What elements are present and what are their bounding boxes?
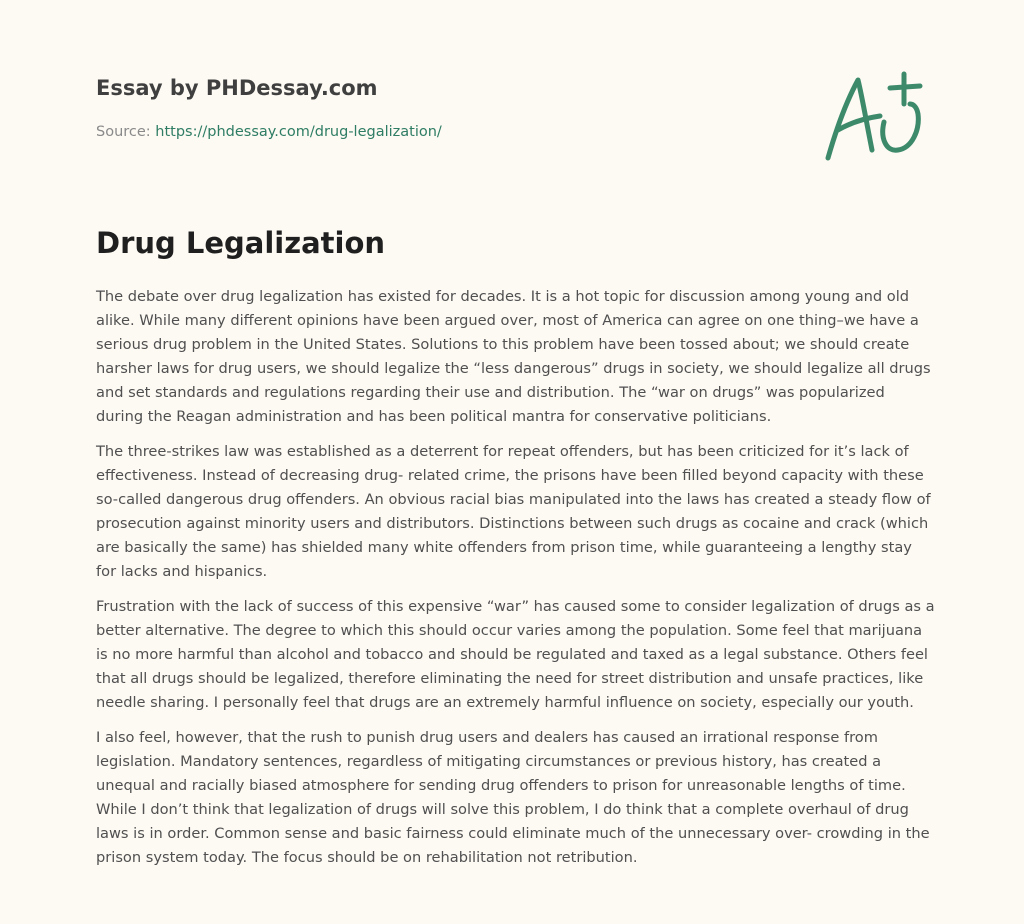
source-link[interactable]: https://phdessay.com/drug-legalization/ <box>155 124 442 140</box>
essay-title: Drug Legalization <box>96 226 386 260</box>
brand-title: Essay by PHDessay.com <box>96 76 378 100</box>
source-label: Source: <box>96 124 156 140</box>
a-plus-logo-icon <box>822 68 932 168</box>
paragraph-3: Frustration with the lack of success of this expensive “war” has caused some to consider legalization of drugs as a better alternative. The degree to which this should occur varies among the population. Some feel that marijuana is no more harmful than alcohol and tobacco and should be regulated and taxed as a legal substance. Others feel that all drugs should be legalized, therefore eliminating the need for street distribution and unsafe practices, like needle sharing. I personally feel that drugs are an extremely harmful influence on society, especially our youth. <box>96 598 935 711</box>
source-line <box>96 124 442 140</box>
paragraph-1: The debate over drug legalization has existed for decades. It is a hot topic for discussion among young and old alike. While many different opinions have been argued over, most of America can agree on one thing–we have a serious drug problem in the United States. Solutions to this problem have been tossed about; we should create harsher laws for drug users, we should legalize the “less dangerous” drugs in society, we should legalize all drugs and set standards and regulations regarding their use and distribution. The “war on drugs” was popularized during the Reagan administration and has been political mantra for conservative politicians. <box>96 288 931 425</box>
paragraph-2: The three-strikes law was established as a deterrent for repeat offenders, but has been criticized for it’s lack of effectiveness. Instead of decreasing drug- related crime, the prisons have been filled beyond capacity with these so-called dangerous drug offenders. An obvious racial bias manipulated into the laws has created a steady flow of prosecution against minority users and distributors. Distinctions between such drugs as cocaine and crack (which are basically the same) has shielded many white offenders from prison time, while guaranteeing a lengthy stay for lacks and hispanics. <box>96 443 931 580</box>
essay-body <box>96 285 936 881</box>
paragraph-4: I also feel, however, that the rush to punish drug users and dealers has caused an irrational response from legislation. Mandatory sentences, regardless of mitigating circumstances or previous history, has created a unequal and racially biased atmosphere for sending drug offenders to prison for unreasonable lengths of time. While I don’t think that legalization of drugs will solve this problem, I do think that a complete overhaul of drug laws is in order. Common sense and basic fairness could eliminate much of the unnecessary over- crowding in the prison system today. The focus should be on rehabilitation not retribution. <box>96 729 930 866</box>
